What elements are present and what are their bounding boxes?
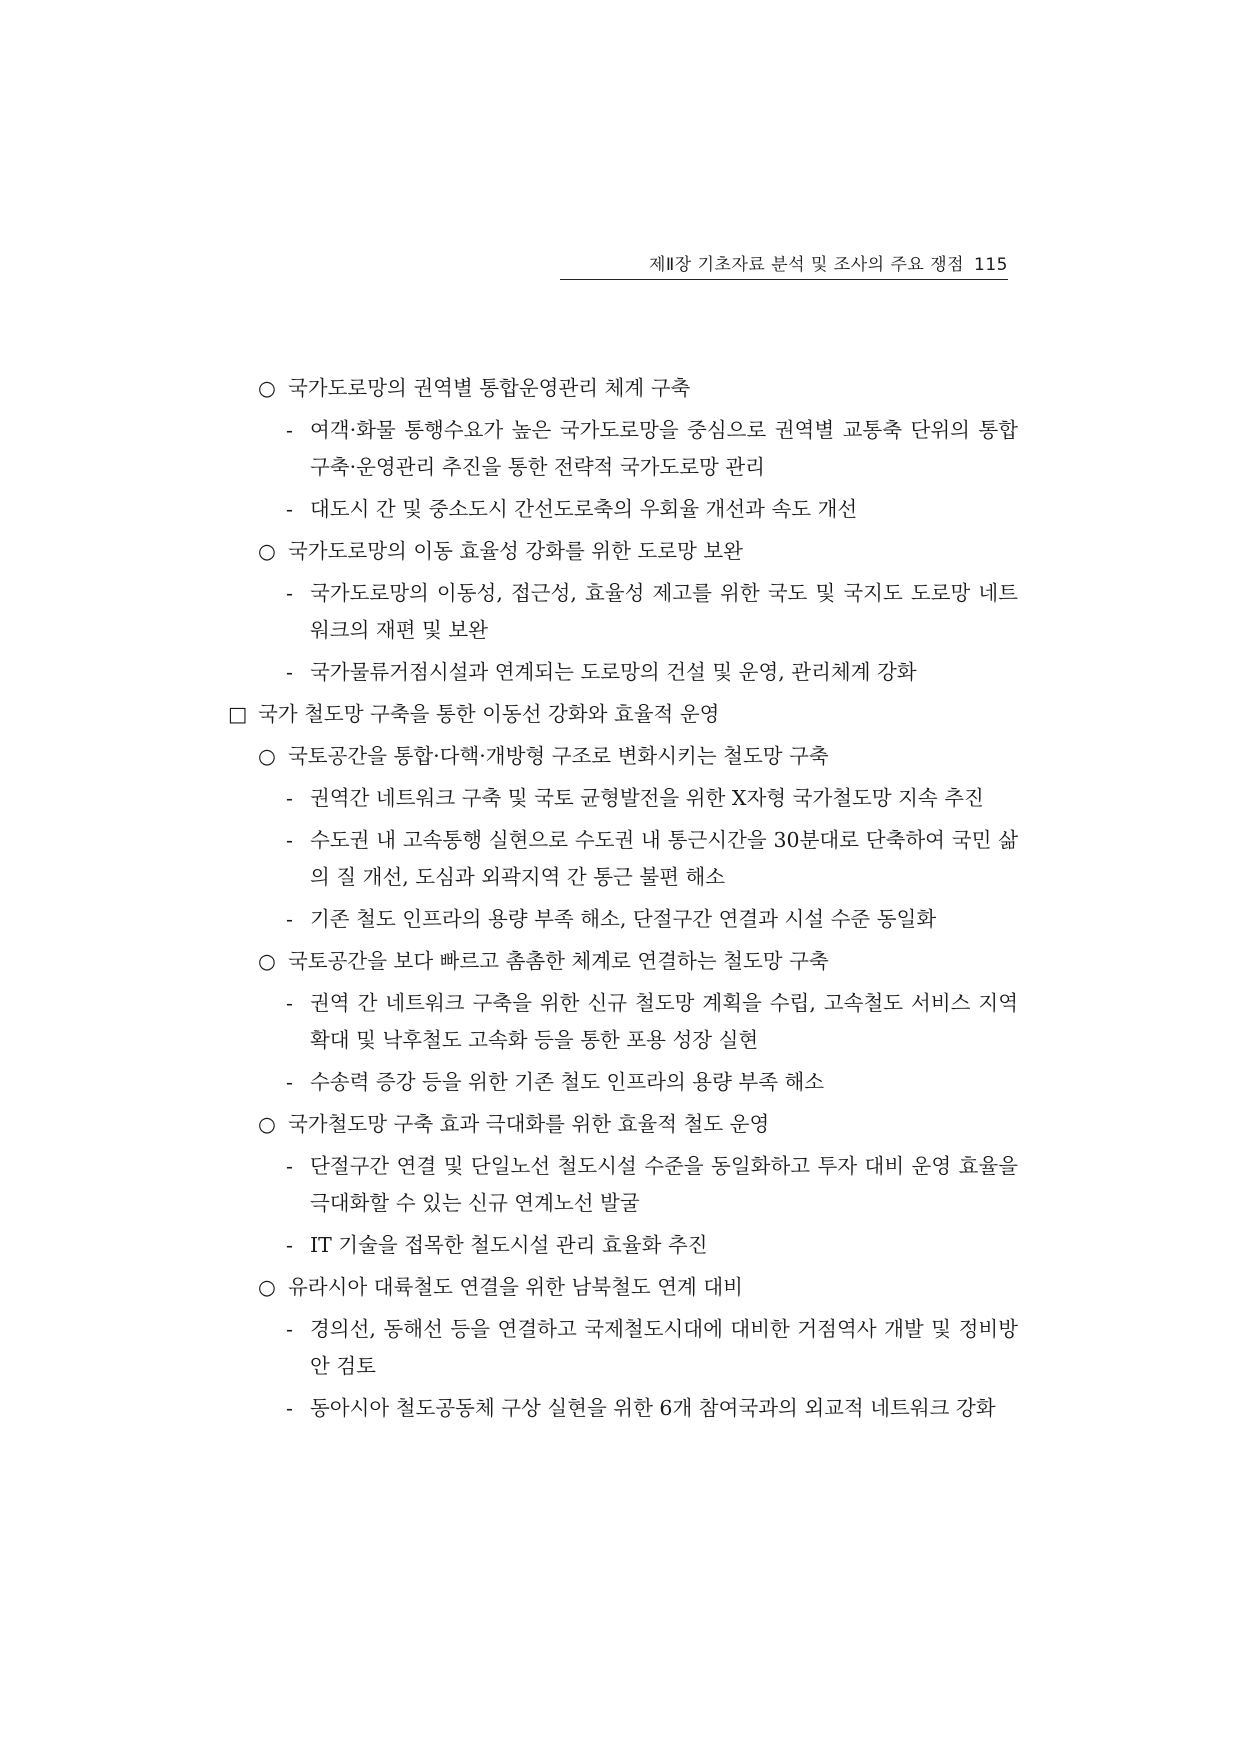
item-text: 동아시아 철도공동체 구상 실현을 위한 6개 참여국과의 외교적 네트워크 강화	[310, 1396, 996, 1420]
square-bullet-icon: □	[228, 702, 248, 726]
dash-bullet-icon: -	[286, 1154, 293, 1178]
circle-bullet-icon: ○	[258, 539, 276, 563]
bullet-item	[258, 738, 1018, 775]
sub-bullet-item	[286, 654, 1018, 691]
item-text: 수송력 증강 등을 위한 기존 철도 인프라의 용량 부족 해소	[310, 1070, 825, 1094]
item-text: 권역간 네트워크 구축 및 국토 균형발전을 위한 X자형 국가철도망 지속 추진	[310, 786, 984, 810]
sub-bullet-item	[286, 1148, 1018, 1222]
item-text: 권역 간 네트워크 구축을 위한 신규 철도망 계획을 수립, 고속철도 서비스 지역 확대 및 낙후철도 고속화 등을 통한 포용 성장 실현	[310, 991, 1018, 1052]
dash-bullet-icon: -	[286, 1317, 293, 1341]
dash-bullet-icon: -	[286, 581, 293, 605]
sub-bullet-item	[286, 822, 1018, 896]
dash-bullet-icon: -	[286, 660, 293, 684]
sub-bullet-item	[286, 1227, 1018, 1264]
circle-bullet-icon: ○	[258, 744, 276, 768]
sub-bullet-item	[286, 1064, 1018, 1101]
bullet-item	[258, 943, 1018, 980]
item-text: 국토공간을 통합·다핵·개방형 구조로 변화시키는 철도망 구축	[288, 744, 829, 768]
circle-bullet-icon: ○	[258, 1275, 276, 1299]
dash-bullet-icon: -	[286, 991, 293, 1015]
bullet-item	[258, 533, 1018, 570]
item-text: 국가물류거점시설과 연계되는 도로망의 건설 및 운영, 관리체계 강화	[310, 660, 917, 684]
sub-bullet-item	[286, 901, 1018, 938]
circle-bullet-icon: ○	[258, 1112, 276, 1136]
item-text: 유라시아 대륙철도 연결을 위한 남북철도 연계 대비	[288, 1275, 743, 1299]
item-text: 국가철도망 구축 효과 극대화를 위한 효율적 철도 운영	[288, 1112, 770, 1136]
dash-bullet-icon: -	[286, 1396, 293, 1420]
dash-bullet-icon: -	[286, 1070, 293, 1094]
sub-bullet-item	[286, 780, 1018, 817]
bullet-item	[258, 1269, 1018, 1306]
item-text: 수도권 내 고속통행 실현으로 수도권 내 통근시간을 30분대로 단축하여 국민 삶의 질 개선, 도심과 외곽지역 간 통근 불편 해소	[310, 828, 1018, 889]
item-text: 국가 철도망 구축을 통한 이동선 강화와 효율적 운영	[258, 702, 720, 726]
item-text: IT 기술을 접목한 철도시설 관리 효율화 추진	[310, 1233, 708, 1257]
item-text: 여객·화물 통행수요가 높은 국가도로망을 중심으로 권역별 교통축 단위의 통합 구축·운영관리 추진을 통한 전략적 국가도로망 관리	[310, 418, 1018, 479]
sub-bullet-item	[286, 985, 1018, 1059]
item-text: 경의선, 동해선 등을 연결하고 국제철도시대에 대비한 거점역사 개발 및 정비방안 검토	[310, 1317, 1018, 1378]
dash-bullet-icon: -	[286, 497, 293, 521]
dash-bullet-icon: -	[286, 418, 293, 442]
sub-bullet-item	[286, 412, 1018, 486]
page-header	[560, 250, 1008, 280]
dash-bullet-icon: -	[286, 907, 293, 931]
section-heading	[228, 696, 1018, 733]
item-text: 기존 철도 인프라의 용량 부족 해소, 단절구간 연결과 시설 수준 동일화	[310, 907, 937, 931]
dash-bullet-icon: -	[286, 786, 293, 810]
dash-bullet-icon: -	[286, 828, 293, 852]
item-text: 국토공간을 보다 빠르고 촘촘한 체계로 연결하는 철도망 구축	[288, 949, 829, 973]
item-text: 국가도로망의 이동 효율성 강화를 위한 도로망 보완	[288, 539, 743, 563]
sub-bullet-item	[286, 575, 1018, 649]
chapter-title: 제Ⅱ장 기초자료 분석 및 조사의 주요 쟁점	[649, 255, 965, 275]
item-text: 대도시 간 및 중소도시 간선도로축의 우회율 개선과 속도 개선	[310, 497, 858, 521]
item-text: 국가도로망의 권역별 통합운영관리 체계 구축	[288, 376, 691, 400]
sub-bullet-item	[286, 1311, 1018, 1385]
page-number: 115	[974, 255, 1008, 275]
bullet-item	[258, 1106, 1018, 1143]
sub-bullet-item	[286, 491, 1018, 528]
circle-bullet-icon: ○	[258, 376, 276, 400]
item-text: 단절구간 연결 및 단일노선 철도시설 수준을 동일화하고 투자 대비 운영 효율을 극대화할 수 있는 신규 연계노선 발굴	[310, 1154, 1018, 1215]
item-text: 국가도로망의 이동성, 접근성, 효율성 제고를 위한 국도 및 국지도 도로망 네트워크의 재편 및 보완	[310, 581, 1018, 642]
bullet-item	[258, 370, 1018, 407]
sub-bullet-item	[286, 1390, 1018, 1427]
dash-bullet-icon: -	[286, 1233, 293, 1257]
circle-bullet-icon: ○	[258, 949, 276, 973]
document-body	[228, 365, 1018, 1427]
